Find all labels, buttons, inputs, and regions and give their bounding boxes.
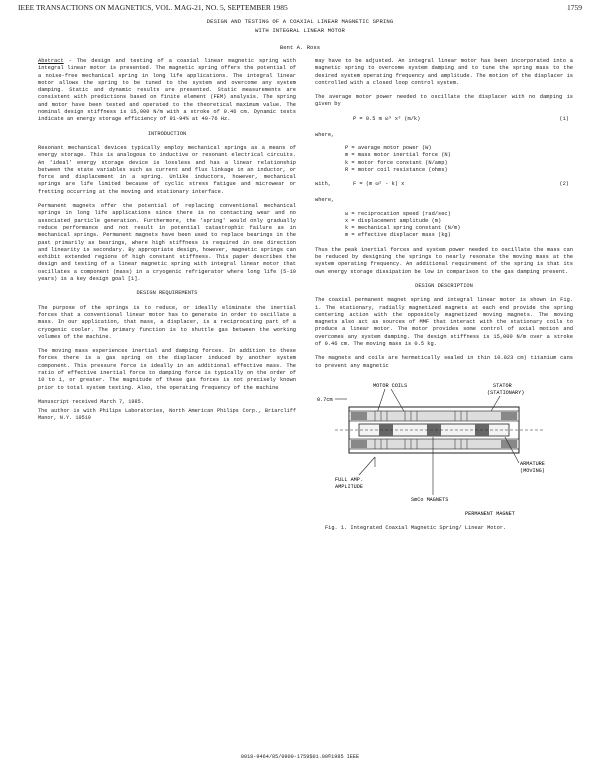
right-column: [315, 58, 573, 531]
intro-paragraph-1: Resonant mechanical devices typically employ mechanical springs as a means of energy storage. This is analogous to inductive or resonant electrical circuits. An 'ideal' energy storage device is lossless and has a linear relationship between the state variables such as current and flux linkage in an inductor, or force and displacement in a spring. Unlike inductors, however, mechanical springs are life limited because of cyclic stress fatigue and microwear or fretting occurring at the moving and stationary interface.: [38, 144, 296, 195]
with-label: with,: [315, 181, 332, 188]
stator-magnet-left-bottom: [351, 440, 367, 448]
footnote-received: Manuscript received March 7, 1985.: [38, 398, 144, 405]
label-motor-coils: MOTOR COILS: [373, 382, 408, 389]
figure-1: [315, 377, 573, 531]
moving-magnet-2: [427, 424, 441, 436]
title-line-1: DESIGN AND TESTING OF A COAXIAL LINEAR MAGNETIC SPRING: [206, 18, 394, 25]
journal-line: IEEE TRANSACTIONS ON MAGNETICS, VOL. MAG-21, NO. 5, SEPTEMBER 1985: [18, 3, 288, 12]
footnotes: [38, 399, 296, 423]
section-heading-introduction: INTRODUCTION: [147, 130, 187, 137]
continued-paragraph-2: Thus the peak inertial forces and system power needed to oscillate the mass can be reduced by designing the springs to nearly resonate the moving mass at the system operating frequency. An additional requirement of the spring is that its own energy storage dissipation be low in comparison to the gas damping present.: [315, 246, 573, 275]
definition-item: m = effective displacer mass (kg): [345, 232, 451, 239]
title-line-2: WITH INTEGRAL LINEAR MOTOR: [255, 27, 345, 34]
equation-1: [315, 116, 573, 125]
power-intro: The average motor power needed to oscillate the displacer with no damping is given by: [315, 94, 573, 108]
spring-motor-diagram: [315, 377, 573, 523]
label-armature: ARMATURE: [520, 460, 545, 467]
definition-item: P = average motor power (W): [345, 145, 432, 152]
definition-item: k = mechanical spring constant (N/m): [345, 225, 461, 232]
label-amplitude: AMPLITUDE: [335, 483, 364, 490]
definition-item: m = mass motor inertial force (N): [345, 152, 451, 159]
equation-1-expression: P = 0.5 m ω³ x² (m/k): [353, 115, 421, 122]
section-heading-design-requirements: DESIGN REQUIREMENTS: [136, 290, 198, 297]
equation-2-expression: F = (m ω² - k) x: [353, 181, 405, 188]
label-stator: STATOR: [493, 382, 512, 389]
footnote-affiliation: The author is with Philips Laboratories, North American Philips Corp., Briarcliff Manor, N.Y. 10510: [38, 408, 296, 422]
description-paragraph-1: The coaxial permanent magnet spring and integral linear motor is shown in Fig. 1. The stationary, radially magnetized magnets at each end provide the spring centering action with the oppositely magnetized moving magnets. The moving magnets also act as sources of MMF that interact with the stationary coils to produce a linear motor. The motor provides some control of axial motion and overcomes any system damping. The design stiffness is 15,000 N/m over a stroke of 0.46 cm. The moving mass is 0.5 kg.: [315, 297, 573, 348]
definition-item: ω = reciprocation speed (rad/sec): [345, 210, 451, 217]
design-paragraph-1: The purpose of the springs is to reduce, or ideally eliminate the inertial forces that a conventional linear motor has to generate in order to oscillate a mass. In our application, that mass, a displacer, is a reciprocating part of a cryogenic cooler. The primary function is to shuttle gas between the working volumes of the machine.: [38, 304, 296, 340]
intro-paragraph-2: Permanent magnets offer the potential of replacing conventional mechanical springs in long life applications since there is no contacting wear and no associated particle generation. Furthermore, the 'spring' would only gradually reduce performance and not result in potential catastrophic failure as in mechanical springs. Permanent magnets have been used to replace bearings in the past primarily as bearings, where high stiffness is required in one direction and linearity is secondary. By appropriate design, however, magnetic springs can exhibit extended regions of high constant stiffness. This paper describes the design and testing of a linear magnetic spring with integral linear motor that oscillates a component (mass) in a cryogenic refrigerator where long life (5-10 years) is a key design goal [1].: [38, 203, 296, 283]
label-dimension: 0.7cm: [317, 396, 333, 403]
figure-caption: Fig. 1. Integrated Coaxial Magnetic Spring/ Linear Motor.: [325, 524, 507, 531]
design-paragraph-2: The moving mass experiences inertial and damping forces. In addition to these forces there is a gas spring on the displacer induced by another system component. This pressure force is ideally in an additional effective mass. The ratio of effective inertial force to damping force is typically on the order of 10 to 1, or greater. The magnitude of these gas forces is not precisely known prior to total system testing. Also, the operating frequency of the machine: [38, 348, 296, 391]
abstract-text: - The design and testing of a coaxial linear magnetic spring with integral linear motor is presented. The magnetic spring offers the potential of a noise-free mechanical spring in long life applications. The integral linear motor allows the spring to be tuned to the system and overcome any system damping. Static and dynamic results are presented. Static measurements are consistent with predictions based on finite element (FEM) analysis. The spring and motor have been tested and operated to the theoretical maximum value. The nominal design stiffness is 15,000 N/m with a stroke of 0.46 cm. Dynamic tests indicate an energy storage efficiency of 91-94% at 40-76 Hz.: [38, 58, 296, 123]
author: Bent A. Ross: [279, 44, 321, 51]
definitions-1: [315, 145, 573, 174]
paper-title: [0, 17, 600, 35]
description-paragraph-2: The magnets and coils are hermetically sealed in thin 10.023 cm) titanium cans to prevent any magnetic: [315, 355, 573, 369]
definition-item: k = motor force constant (N/amp): [345, 159, 448, 166]
stator-magnet-right-top: [501, 412, 517, 420]
section-heading-design-description: DESIGN DESCRIPTION: [415, 282, 473, 289]
where-label-1: where,: [315, 131, 335, 138]
label-magnets: SmCo MAGNETS: [411, 496, 449, 503]
copyright-line: 0018-9464/85/0900-1759$01.00©1985 IEEE: [240, 754, 360, 760]
continued-paragraph: may have to be adjusted. An integral linear motor has been incorporated into a magnetic spring to overcome system damping and to tune the spring mass to the desired system operating frequency and amplitude. The motion of the displacer is controlled with a closed loop control system.: [315, 58, 573, 86]
left-column: [38, 58, 296, 425]
definition-item: R = motor coil resistance (ohms): [345, 166, 448, 173]
label-stator-sub: (STATIONARY): [487, 389, 525, 396]
label-armature-sub: (MOVING): [520, 467, 545, 474]
abstract-label: Abstract: [38, 58, 64, 64]
equation-1-number: (1): [559, 115, 569, 122]
definitions-2: [315, 211, 573, 240]
running-header: [18, 3, 582, 15]
page-number: 1759: [567, 3, 582, 12]
abstract: [38, 58, 296, 124]
label-permanent-magnet: PERMANENT MAGNET: [465, 510, 515, 517]
label-full-amp: FULL AMP.: [335, 476, 364, 483]
where-label-2: where,: [315, 197, 335, 204]
equation-2-number: (2): [559, 181, 569, 188]
definition-item: x = displacement amplitude (m): [345, 217, 442, 224]
equation-2: [315, 181, 573, 190]
stator-magnet-left-top: [351, 412, 367, 420]
